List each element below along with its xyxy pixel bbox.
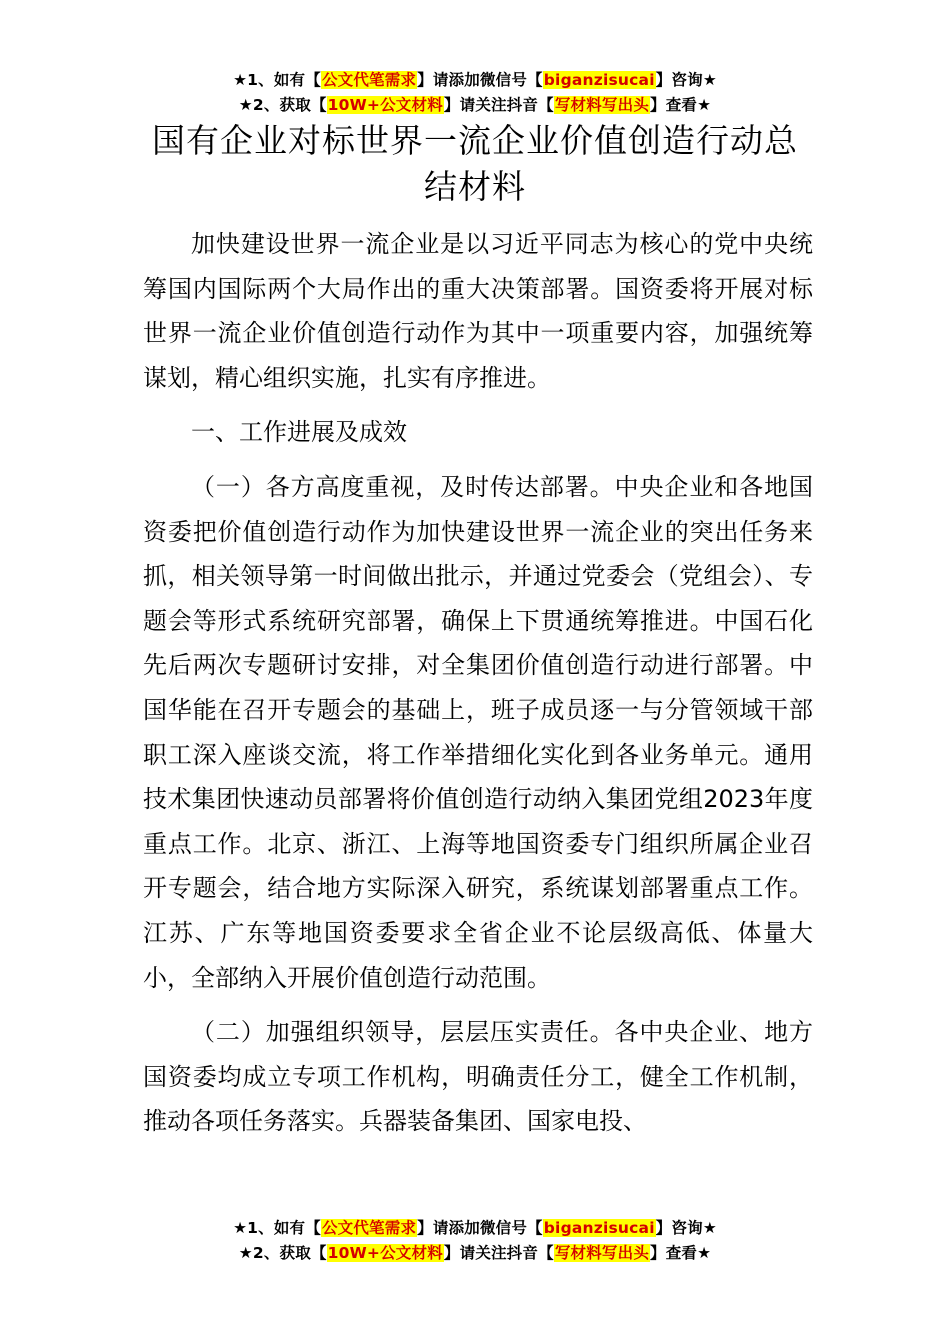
promo-text: ★2、获取【 xyxy=(238,1244,327,1262)
promo-highlight: 写材料写出头 xyxy=(554,1244,650,1262)
promo-text: 】查看★ xyxy=(650,1244,712,1262)
body-paragraph: 加快建设世界一流企业是以习近平同志为核心的党中央统筹国内国际两个大局作出的重大决策部署。国资委将开展对标世界一流企业价值创造行动作为其中一项重要内容，加强统筹谋划，精心组织实施，扎实有序推进。 xyxy=(143,230,813,392)
document-title: 国有企业对标世界一流企业价值创造行动总结材料 xyxy=(152,121,798,206)
promo-text: ★2、获取【 xyxy=(238,96,327,114)
promo-line-1 xyxy=(0,1216,950,1241)
body-paragraph: （一）各方高度重视，及时传达部署。中央企业和各地国资委把价值创造行动作为加快建设世界一流企业的突出任务来抓，相关领导第一时间做出批示，并通过党委会（党组会）、专题会等形式系统研究部署，确保上下贯通统筹推进。中国石化先后两次专题研讨安排，对全集团价值创造行动进行部署。中国华能在召开专题会的基础上，班子成员逐一与分管领域干部职工深入座谈交流，将工作举措细化实化到各业务单元。通用技术集团快速动员部署将价值创造行动纳入集团党组2023年度重点工作。北京、浙江、上海等地国资委专门组织所属企业召开专题会，结合地方实际深入研究，系统谋划部署重点工作。江苏、广东等地国资委要求全省企业不论层级高低、体量大小，全部纳入开展价值创造行动范围。 xyxy=(143,472,813,992)
promo-line-2 xyxy=(0,1241,950,1266)
promo-text: ★1、如有【 xyxy=(233,71,321,89)
promo-text: 】请添加微信号【 xyxy=(417,1219,543,1237)
promo-highlight: biganzisucai xyxy=(543,71,655,89)
body-paragraph: （二）加强组织领导，层层压实责任。各中央企业、地方国资委均成立专项工作机构，明确责任分工，健全工作机制，推动各项任务落实。兵器装备集团、国家电投、 xyxy=(143,1018,813,1136)
promo-text: 】咨询★ xyxy=(655,71,717,89)
document-body xyxy=(143,222,813,1154)
promo-text: 】请关注抖音【 xyxy=(443,96,554,114)
promo-text: 】咨询★ xyxy=(655,1219,717,1237)
header-promo-banner xyxy=(0,68,950,118)
promo-highlight: 10W+公文材料 xyxy=(327,96,443,114)
promo-highlight: 公文代笔需求 xyxy=(321,1219,417,1237)
section-heading: 一、工作进展及成效 xyxy=(191,418,407,447)
promo-text: 】请关注抖音【 xyxy=(443,1244,554,1262)
promo-line-2 xyxy=(0,93,950,118)
promo-highlight: 写材料写出头 xyxy=(554,96,650,114)
promo-highlight: biganzisucai xyxy=(543,1219,655,1237)
promo-highlight: 10W+公文材料 xyxy=(327,1244,443,1262)
promo-line-1 xyxy=(0,68,950,93)
promo-text: ★1、如有【 xyxy=(233,1219,321,1237)
promo-text: 】请添加微信号【 xyxy=(417,71,543,89)
footer-promo-banner xyxy=(0,1216,950,1266)
promo-text: 】查看★ xyxy=(650,96,712,114)
promo-highlight: 公文代笔需求 xyxy=(321,71,417,89)
